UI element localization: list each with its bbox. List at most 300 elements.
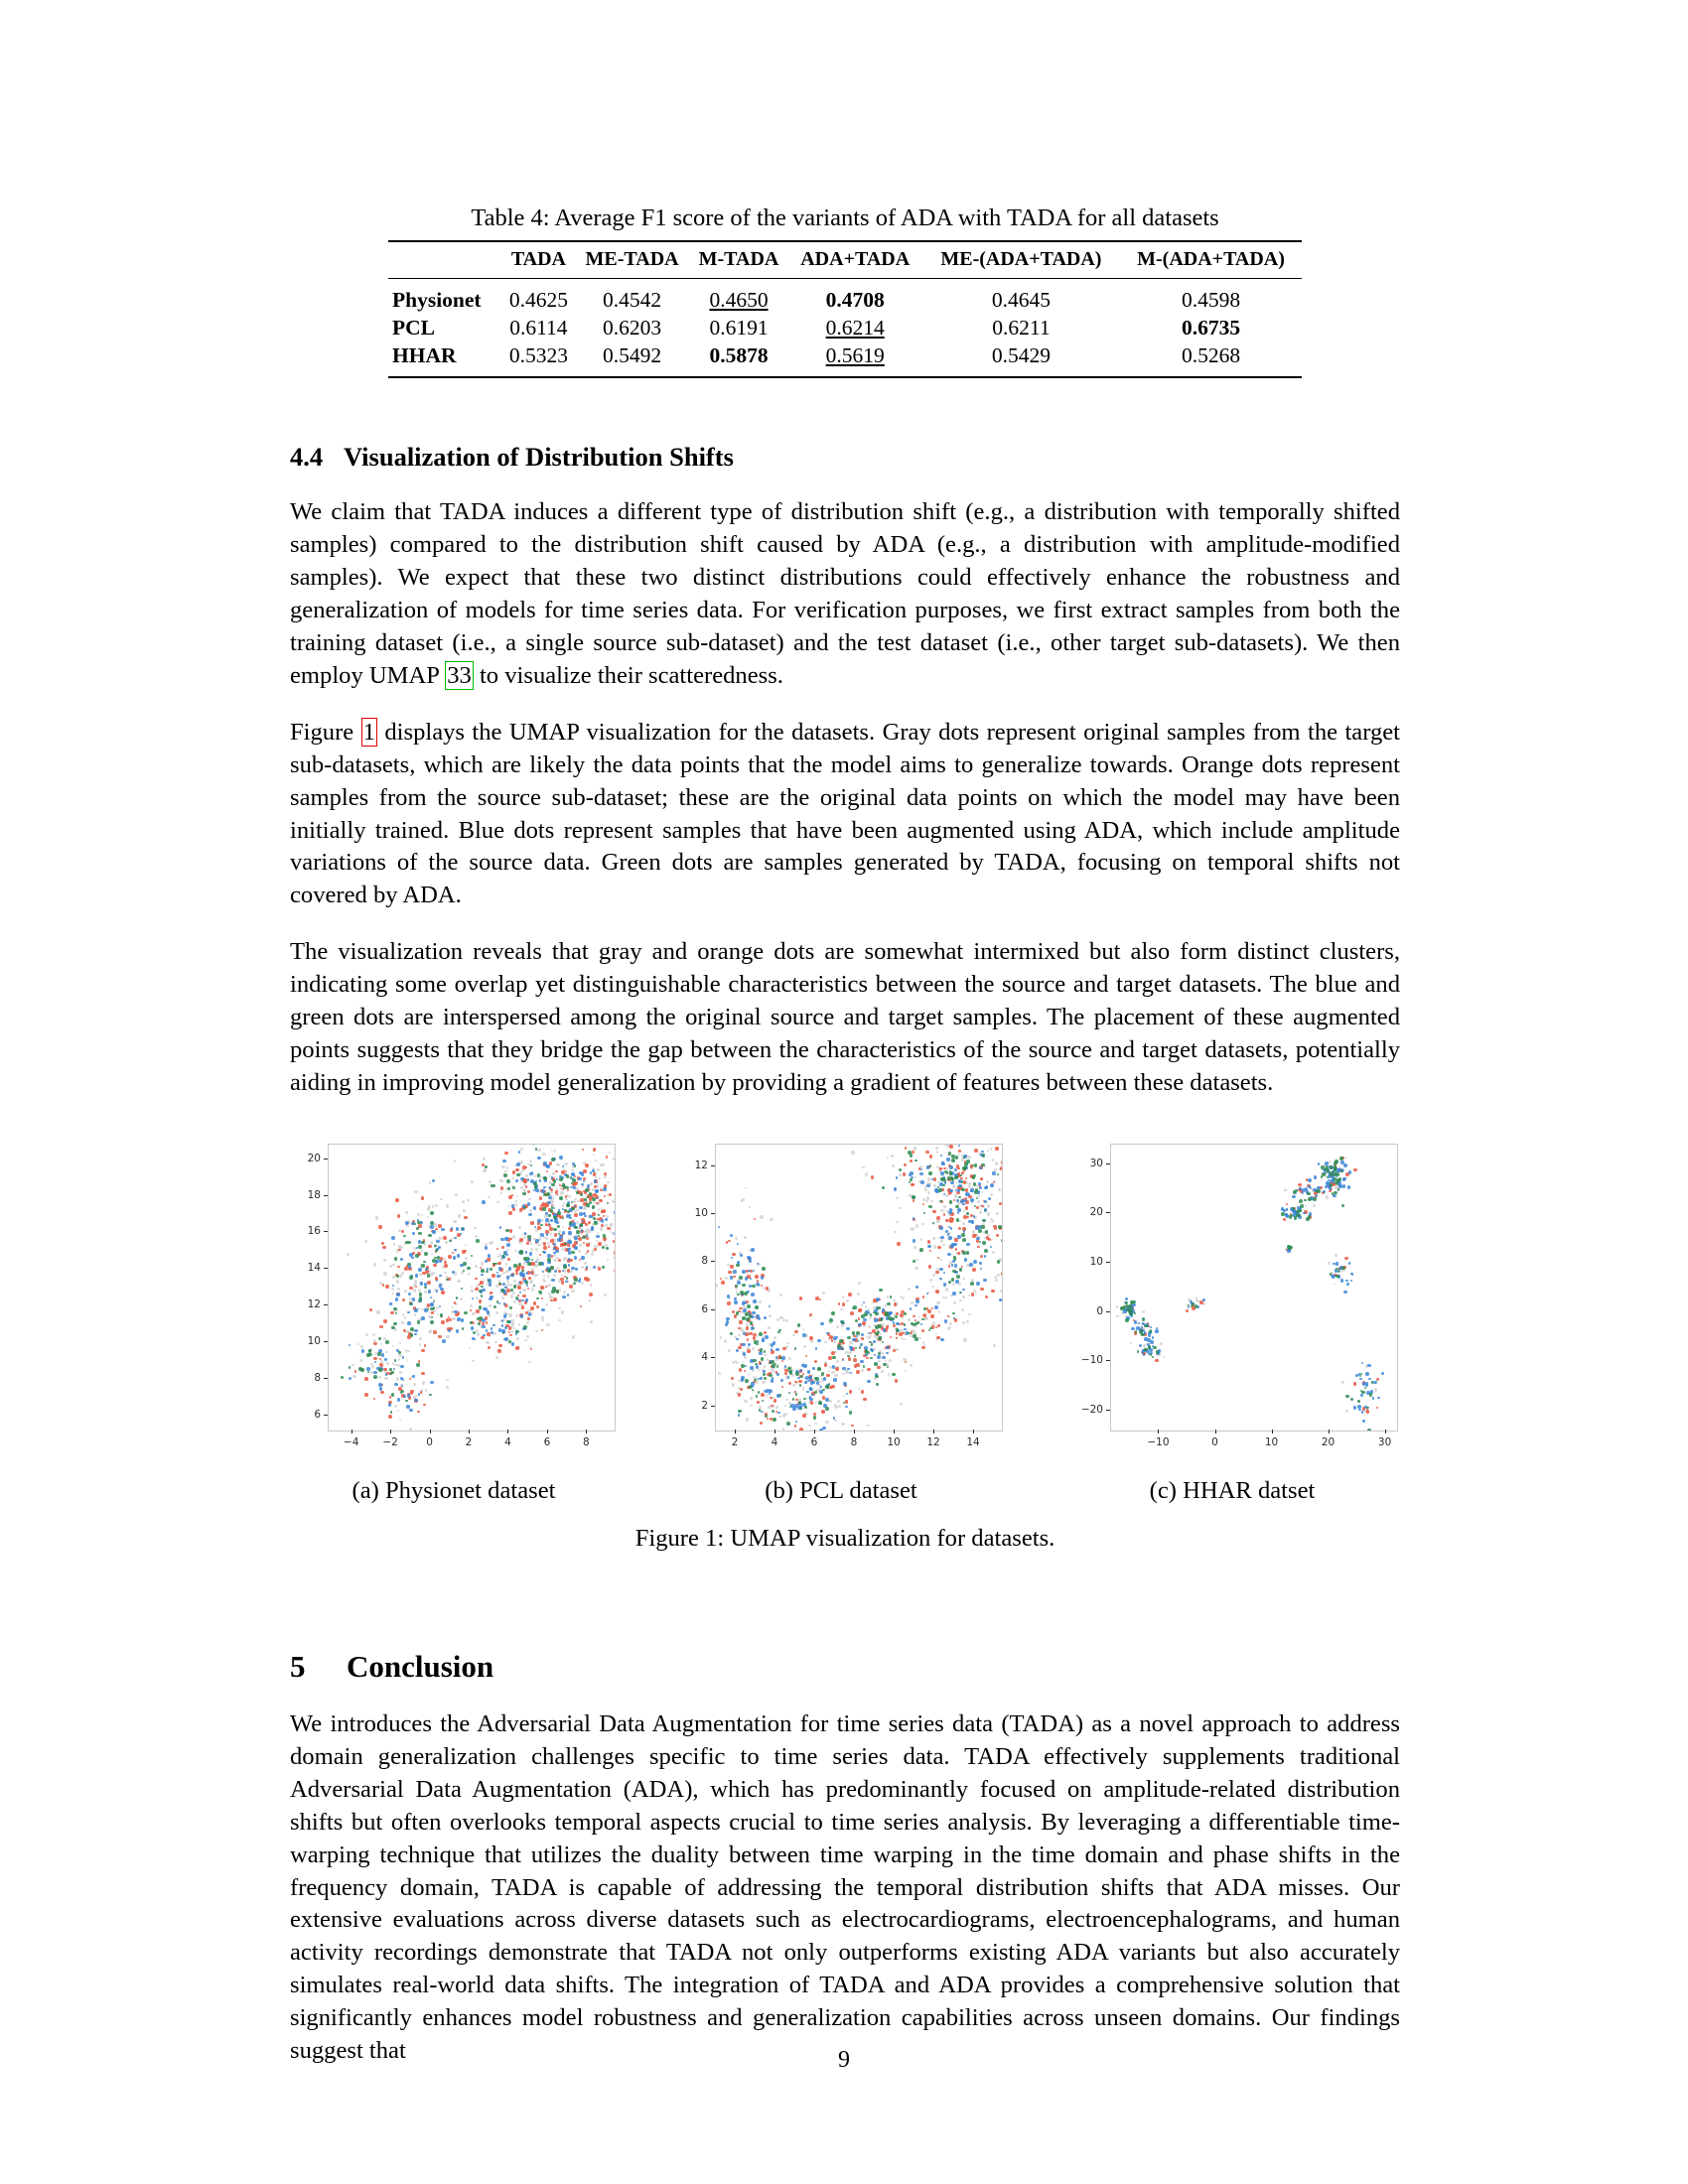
scatter-point [607, 1227, 611, 1231]
scatter-point [436, 1240, 440, 1244]
scatter-plot-pcl [715, 1144, 1003, 1432]
scatter-point [910, 1307, 912, 1309]
scatter-point [833, 1417, 835, 1419]
scatter-point [742, 1301, 746, 1305]
scatter-point [530, 1221, 534, 1225]
scatter-point [809, 1336, 813, 1340]
scatter-point [391, 1288, 394, 1291]
scatter-point [772, 1364, 775, 1368]
scatter-point [580, 1223, 584, 1227]
scatter-point [1002, 1259, 1003, 1263]
scatter-point [545, 1218, 549, 1222]
scatter-point [934, 1305, 938, 1309]
scatter-point [454, 1249, 456, 1251]
scatter-point [551, 1206, 553, 1208]
scatter-point [468, 1273, 470, 1275]
scatter-point [993, 1225, 997, 1229]
scatter-point [964, 1144, 966, 1145]
scatter-point [731, 1257, 733, 1259]
scatter-point [809, 1430, 811, 1432]
scatter-point [1361, 1362, 1363, 1364]
scatter-point [932, 1321, 934, 1323]
scatter-point [570, 1186, 572, 1188]
scatter-point [1323, 1190, 1325, 1192]
scatter-point [949, 1165, 953, 1169]
scatter-point [357, 1343, 359, 1345]
scatter-point [846, 1327, 850, 1331]
scatter-point [364, 1240, 367, 1243]
scatter-point [504, 1287, 506, 1289]
scatter-point [914, 1337, 918, 1341]
scatter-point [762, 1338, 766, 1342]
scatter-point [889, 1359, 892, 1362]
scatter-point [718, 1226, 720, 1228]
scatter-point [961, 1180, 963, 1182]
scatter-point [603, 1237, 607, 1241]
scatter-point [541, 1297, 543, 1299]
scatter-point [462, 1327, 464, 1329]
scatter-point [742, 1270, 746, 1274]
scatter-point [873, 1348, 875, 1350]
scatter-point [873, 1340, 877, 1344]
scatter-point [539, 1207, 541, 1209]
y-axis-label: 10 [1089, 1256, 1103, 1268]
scatter-point [546, 1233, 548, 1235]
scatter-point [516, 1173, 520, 1177]
scatter-point [401, 1321, 404, 1324]
scatter-point [766, 1394, 768, 1396]
scatter-point [609, 1152, 611, 1154]
scatter-point [918, 1316, 920, 1318]
scatter-point [543, 1246, 547, 1250]
scatter-point [399, 1342, 401, 1344]
scatter-point [423, 1261, 425, 1263]
scatter-point [529, 1172, 533, 1176]
scatter-point [769, 1305, 771, 1307]
scatter-point [349, 1344, 351, 1346]
scatter-point [550, 1266, 554, 1270]
scatter-point [438, 1335, 442, 1339]
scatter-point [485, 1260, 489, 1264]
scatter-point [404, 1290, 407, 1293]
scatter-point [1138, 1322, 1140, 1324]
scatter-point [409, 1409, 413, 1413]
scatter-point [601, 1219, 605, 1223]
x-axis-label: −10 [1147, 1435, 1170, 1448]
scatter-point [427, 1308, 429, 1310]
scatter-point [1116, 1305, 1118, 1307]
scatter-point [1281, 1212, 1285, 1216]
scatter-point [1344, 1257, 1348, 1261]
scatter-point [574, 1226, 578, 1230]
scatter-point [577, 1200, 579, 1202]
scatter-point [996, 1212, 998, 1214]
scatter-point [515, 1168, 519, 1172]
scatter-point [904, 1323, 906, 1325]
scatter-point [541, 1319, 543, 1321]
scatter-point [947, 1253, 951, 1257]
scatter-point [467, 1199, 469, 1201]
scatter-point [943, 1167, 945, 1169]
citation-link-33[interactable]: 33 [447, 661, 472, 689]
scatter-point [581, 1282, 584, 1285]
scatter-point [952, 1185, 955, 1188]
table4-col-m-ada-tada: M-(ADA+TADA) [1137, 247, 1285, 270]
scatter-point [858, 1282, 860, 1284]
scatter-point [479, 1316, 483, 1320]
scatter-point [774, 1399, 777, 1403]
scatter-point [755, 1305, 759, 1309]
scatter-point [1367, 1364, 1371, 1368]
scatter-point [414, 1399, 418, 1403]
scatter-point [750, 1397, 753, 1400]
scatter-point [799, 1384, 801, 1386]
scatter-point [770, 1218, 773, 1221]
scatter-point [981, 1163, 985, 1167]
scatter-point [981, 1178, 983, 1180]
scatter-point [589, 1201, 593, 1205]
scatter-point [1365, 1372, 1369, 1376]
scatter-point [347, 1253, 350, 1256]
scatter-point [1381, 1372, 1385, 1376]
scatter-point [736, 1349, 740, 1353]
scatter-point [527, 1190, 531, 1194]
scatter-point [841, 1320, 845, 1324]
scatter-point [486, 1271, 488, 1273]
scatter-point [1290, 1214, 1294, 1218]
scatter-point [603, 1187, 607, 1191]
scatter-point [878, 1352, 882, 1356]
scatter-point [598, 1214, 600, 1216]
scatter-point [593, 1154, 595, 1156]
scatter-point [555, 1170, 557, 1172]
scatter-point [489, 1297, 492, 1301]
scatter-point [421, 1241, 425, 1245]
scatter-point [576, 1191, 578, 1193]
table4-col-me-ada-tada: ME-(ADA+TADA) [940, 247, 1102, 270]
scatter-point [507, 1205, 509, 1207]
scatter-point [850, 1351, 852, 1353]
scatter-point [1155, 1359, 1159, 1363]
subcaption-a: (a) Physionet dataset [352, 1476, 556, 1504]
scatter-point [488, 1254, 492, 1258]
scatter-point [996, 1234, 998, 1236]
scatter-point [886, 1346, 890, 1350]
scatter-point [1002, 1243, 1003, 1245]
scatter-point [562, 1217, 564, 1219]
scatter-point [863, 1398, 867, 1402]
scatter-point [845, 1406, 847, 1408]
scatter-point [732, 1383, 735, 1386]
scatter-point [539, 1254, 541, 1256]
scatter-point [903, 1172, 907, 1176]
scatter-point [940, 1239, 943, 1242]
scatter-point [802, 1328, 804, 1330]
scatter-point [893, 1321, 895, 1323]
scatter-point [950, 1227, 952, 1229]
scatter-point [955, 1181, 957, 1183]
x-axis-tick [1385, 1430, 1386, 1433]
scatter-point [1130, 1300, 1134, 1304]
scatter-point [440, 1198, 442, 1200]
scatter-point [876, 1297, 880, 1301]
scatter-point [524, 1232, 526, 1234]
scatter-point [515, 1330, 519, 1334]
scatter-point [381, 1242, 385, 1246]
scatter-point [987, 1204, 990, 1207]
scatter-point [962, 1296, 964, 1297]
scatter-point [453, 1256, 457, 1260]
scatter-point [956, 1275, 960, 1279]
scatter-point [436, 1280, 438, 1282]
scatter-point [736, 1338, 738, 1340]
scatter-point [762, 1267, 766, 1271]
scatter-point [935, 1333, 937, 1335]
scatter-point [452, 1306, 454, 1308]
scatter-point [774, 1336, 776, 1339]
scatter-point [972, 1175, 976, 1179]
scatter-point [400, 1365, 404, 1369]
scatter-point [824, 1363, 828, 1367]
table4-caption: Table 4: Average F1 score of the variants of ADA with TADA for all datasets [471, 205, 1219, 231]
scatter-point [394, 1405, 397, 1408]
scatter-point [910, 1178, 912, 1180]
scatter-point [516, 1337, 519, 1340]
scatter-point [986, 1180, 989, 1183]
scatter-point [446, 1335, 449, 1338]
scatter-point [752, 1347, 755, 1350]
scatter-point [753, 1299, 757, 1303]
scatter-point [485, 1246, 489, 1250]
scatter-point [541, 1308, 545, 1312]
scatter-point [970, 1188, 974, 1192]
scatter-point [777, 1331, 779, 1333]
scatter-point [894, 1187, 898, 1191]
scatter-point [539, 1179, 541, 1181]
scatter-point [595, 1160, 597, 1161]
y-axis-label: 14 [307, 1262, 321, 1275]
scatter-point [985, 1296, 987, 1297]
scatter-point [978, 1182, 980, 1184]
scatter-point [778, 1416, 780, 1418]
scatter-point [554, 1150, 556, 1152]
scatter-point [418, 1232, 422, 1236]
scatter-point [806, 1391, 808, 1393]
scatter-point [498, 1302, 500, 1304]
scatter-point [1335, 1254, 1336, 1256]
scatter-point [462, 1200, 465, 1203]
scatter-point [1313, 1204, 1316, 1207]
scatter-point [531, 1259, 533, 1261]
scatter-point [928, 1205, 932, 1209]
table4-cell: 0.6211 [992, 315, 1051, 340]
y-axis-tick [1106, 1311, 1110, 1312]
scatter-point [836, 1325, 839, 1328]
scatter-point [798, 1380, 802, 1384]
scatter-point [825, 1398, 829, 1402]
scatter-point [457, 1254, 461, 1258]
scatter-point [526, 1335, 529, 1338]
table-row [388, 314, 1302, 341]
scatter-point [1296, 1210, 1300, 1214]
scatter-point [802, 1414, 806, 1418]
scatter-point [776, 1373, 778, 1375]
scatter-point [552, 1172, 555, 1175]
scatter-point [1336, 1262, 1339, 1266]
scatter-point [941, 1162, 945, 1166]
scatter-point [1339, 1184, 1341, 1186]
scatter-point [535, 1261, 537, 1263]
scatter-point [409, 1428, 412, 1431]
y-axis-tick [324, 1341, 328, 1342]
scatter-point [493, 1305, 497, 1309]
scatter-point [1308, 1185, 1310, 1187]
scatter-point [545, 1303, 547, 1305]
scatter-point [512, 1292, 515, 1295]
scatter-point [908, 1288, 911, 1291]
scatter-point [1336, 1172, 1340, 1176]
scatter-point [382, 1246, 386, 1250]
scatter-point [449, 1318, 453, 1322]
scatter-point [867, 1425, 869, 1427]
scatter-point [531, 1289, 534, 1292]
scatter-point [604, 1241, 606, 1243]
scatter-point [943, 1209, 945, 1211]
scatter-point [846, 1299, 849, 1302]
scatter-point [589, 1293, 593, 1297]
scatter-point [521, 1270, 523, 1272]
figure-1 [290, 1140, 1400, 1553]
figure-reference-link-1[interactable]: 1 [362, 718, 375, 746]
scatter-point [1149, 1330, 1153, 1334]
scatter-point [454, 1237, 456, 1239]
scatter-point [390, 1411, 392, 1413]
scatter-point [378, 1337, 382, 1341]
scatter-point [1152, 1356, 1154, 1358]
scatter-point [504, 1326, 508, 1330]
scatter-point [983, 1279, 987, 1283]
scatter-point [558, 1259, 562, 1263]
scatter-point [814, 1423, 816, 1425]
scatter-point [1139, 1344, 1143, 1348]
scatter-point [373, 1342, 377, 1346]
scatter-point [419, 1293, 423, 1297]
scatter-point [431, 1316, 433, 1318]
scatter-point [411, 1257, 413, 1259]
scatter-point [527, 1288, 529, 1290]
scatter-point [482, 1200, 486, 1204]
scatter-point [556, 1163, 559, 1166]
scatter-point [415, 1254, 419, 1258]
scatter-point [433, 1300, 435, 1302]
scatter-point [928, 1329, 930, 1331]
scatter-point [747, 1349, 751, 1353]
scatter-point [506, 1249, 508, 1251]
scatter-point [432, 1205, 434, 1207]
scatter-point [901, 1337, 903, 1339]
scatter-point [544, 1154, 546, 1156]
scatter-point [967, 1156, 970, 1159]
scatter-point [1001, 1160, 1003, 1164]
scatter-point [1362, 1420, 1364, 1422]
scatter-point [779, 1394, 781, 1396]
scatter-point [549, 1186, 551, 1188]
section-number: 4.4 [290, 441, 324, 472]
scatter-point [833, 1340, 836, 1343]
scatter-point [962, 1222, 965, 1225]
y-axis-tick [711, 1165, 715, 1166]
scatter-point [990, 1246, 992, 1248]
scatter-point [908, 1151, 912, 1155]
scatter-point [1376, 1407, 1378, 1409]
scatter-point [750, 1405, 752, 1407]
scatter-point [565, 1198, 567, 1200]
scatter-point [939, 1259, 941, 1261]
scatter-point [1289, 1246, 1293, 1250]
section-heading-4-4 [290, 442, 1400, 474]
scatter-point [842, 1373, 844, 1375]
scatter-point [535, 1330, 537, 1332]
scatter-point [588, 1231, 590, 1233]
scatter-point [442, 1339, 446, 1343]
scatter-point [728, 1240, 730, 1242]
scatter-point [374, 1361, 376, 1363]
scatter-point [896, 1332, 898, 1334]
scatter-point [441, 1228, 445, 1232]
x-axis-tick [430, 1430, 431, 1433]
scatter-point [887, 1366, 889, 1368]
scatter-point [968, 1220, 972, 1224]
scatter-point [829, 1386, 833, 1390]
table4-header-row [388, 241, 1302, 279]
scatter-point [819, 1298, 821, 1300]
scatter-point [732, 1310, 736, 1314]
scatter-point [792, 1334, 794, 1336]
scatter-point [938, 1310, 940, 1312]
scatter-point [886, 1352, 888, 1354]
scatter-point [802, 1388, 804, 1390]
scatter-point [586, 1243, 590, 1247]
scatter-point [1374, 1388, 1377, 1391]
scatter-point [1300, 1204, 1304, 1208]
scatter-point [1351, 1273, 1353, 1275]
scatter-point [887, 1302, 891, 1306]
scatter-point [593, 1148, 597, 1152]
scatter-point [797, 1377, 799, 1379]
scatter-point [892, 1164, 894, 1166]
scatter-point [759, 1332, 763, 1336]
scatter-point [1369, 1393, 1373, 1397]
scatter-point [589, 1192, 593, 1196]
scatter-point [526, 1321, 529, 1324]
table4-cell: 0.5619 [825, 342, 885, 367]
scatter-point [831, 1351, 835, 1355]
scatter-point [888, 1373, 890, 1375]
scatter-point [1342, 1177, 1346, 1181]
y-axis-tick [324, 1415, 328, 1416]
scatter-point [499, 1179, 502, 1182]
scatter-point [1283, 1218, 1285, 1220]
scatter-point [1342, 1184, 1346, 1188]
scatter-point [1353, 1406, 1357, 1410]
scatter-point [561, 1281, 565, 1285]
scatter-point [1125, 1318, 1129, 1322]
scatter-point [1153, 1346, 1157, 1350]
scatter-point [794, 1347, 796, 1349]
scatter-point [417, 1411, 419, 1413]
scatter-point [601, 1224, 605, 1228]
scatter-point [520, 1186, 522, 1188]
